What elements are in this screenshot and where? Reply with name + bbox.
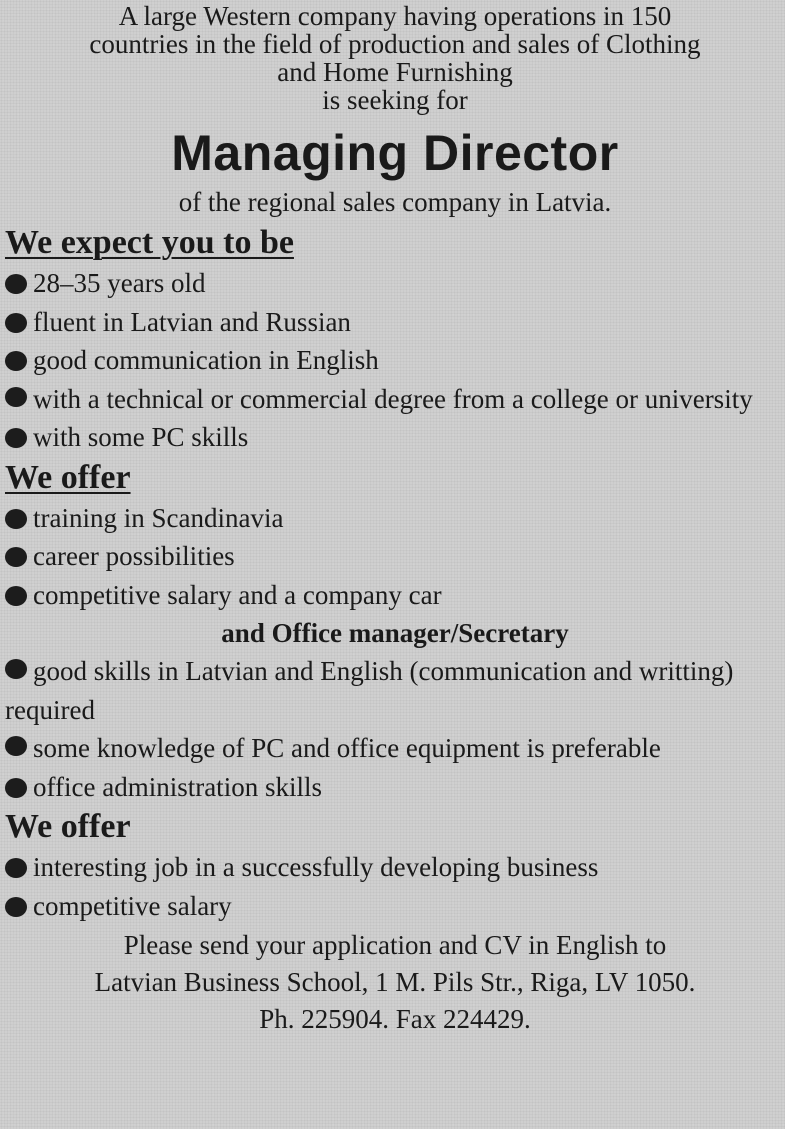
office-manager-heading: and Office manager/Secretary bbox=[221, 618, 569, 648]
list-item bbox=[5, 418, 785, 457]
list-item-text: with some PC skills bbox=[33, 422, 249, 452]
bullet-icon bbox=[5, 547, 27, 567]
list-item bbox=[5, 887, 785, 926]
list-item bbox=[5, 499, 785, 538]
bullet-icon bbox=[5, 313, 27, 333]
contact-phone-fax: Ph. 225904. Fax 224429. bbox=[259, 1004, 531, 1034]
bullet-icon bbox=[5, 778, 27, 798]
list-item bbox=[5, 303, 785, 342]
contact-address: Latvian Business School, 1 M. Pils Str., Riga, LV 1050. bbox=[94, 967, 696, 997]
list-item bbox=[5, 537, 785, 576]
list-item-text: 28–35 years old bbox=[33, 268, 206, 298]
job-subtitle: of the regional sales company in Latvia. bbox=[178, 187, 612, 217]
list-item bbox=[5, 380, 785, 419]
list-item-text: interesting job in a successfully developing business bbox=[33, 852, 599, 882]
contact-info bbox=[5, 927, 785, 1038]
list-item-text: training in Scandinavia bbox=[33, 502, 284, 533]
list-item bbox=[5, 652, 785, 729]
intro-line: is seeking for bbox=[322, 85, 468, 115]
bullet-icon bbox=[5, 509, 27, 529]
list-item-text: good skills in Latvian and English (communication and writting) required bbox=[5, 656, 734, 725]
list-item-text: fluent in Latvian and Russian bbox=[33, 306, 351, 337]
bullet-icon bbox=[5, 659, 27, 679]
section-heading-text: We offer bbox=[5, 808, 131, 845]
list-item bbox=[5, 848, 785, 887]
section-heading-expect bbox=[5, 222, 785, 264]
intro-text bbox=[5, 2, 785, 114]
bullet-icon bbox=[5, 586, 27, 606]
offer-list bbox=[5, 499, 785, 615]
list-item bbox=[5, 729, 785, 768]
list-item-text: competitive salary bbox=[33, 890, 232, 921]
list-item-text: office administration skills bbox=[33, 771, 322, 802]
section-heading-offer bbox=[5, 457, 785, 499]
bullet-icon bbox=[5, 274, 27, 294]
bullet-icon bbox=[5, 736, 27, 756]
job-title: Managing Director bbox=[171, 125, 619, 181]
intro-line: A large Western company having operations in 150 bbox=[118, 1, 672, 31]
intro-line: countries in the field of production and sales of Clothing bbox=[89, 29, 701, 59]
bullet-icon bbox=[5, 351, 27, 371]
list-item-text: with a technical or commercial degree from a college or university bbox=[33, 383, 753, 414]
bullet-icon bbox=[5, 387, 27, 407]
contact-line: Please send your application and CV in English to bbox=[123, 930, 667, 960]
list-item-text: good communication in English bbox=[33, 345, 379, 375]
requirements-list bbox=[5, 264, 785, 457]
list-item bbox=[5, 576, 785, 615]
section-heading-text: We expect you to be bbox=[5, 224, 294, 261]
bullet-icon bbox=[5, 428, 27, 448]
list-item-text: some knowledge of PC and office equipment is preferable bbox=[33, 733, 661, 763]
list-item bbox=[5, 264, 785, 303]
office-requirements-list bbox=[5, 652, 785, 806]
list-item-text: career possibilities bbox=[33, 541, 235, 571]
section-heading-offer-office bbox=[5, 806, 785, 848]
list-item bbox=[5, 341, 785, 380]
list-item bbox=[5, 768, 785, 807]
list-item-text: competitive salary and a company car bbox=[33, 579, 442, 610]
intro-line: and Home Furnishing bbox=[277, 57, 513, 87]
bullet-icon bbox=[5, 858, 27, 878]
office-offer-list bbox=[5, 848, 785, 925]
section-heading-text: We offer bbox=[5, 458, 131, 496]
bullet-icon bbox=[5, 897, 27, 917]
